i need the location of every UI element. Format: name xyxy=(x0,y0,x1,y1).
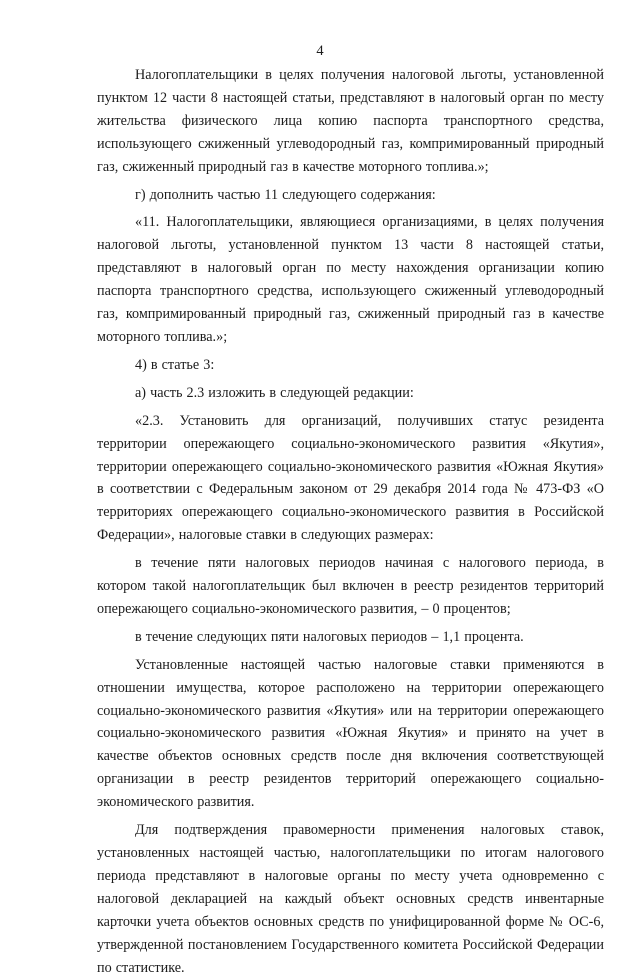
paragraph-article-3: 4) в статье 3: xyxy=(135,356,215,373)
paragraph-part-11-text: «11. Налогоплательщики, являющиеся организациями, в целях получения налоговой льготы, установленной пунктом 13 части 8 настоящей статьи, представляют в налоговый орган по месту нахождения организации копию паспорта транспортного средства, использующего сжиженный углеводородный газ, компримированный природный газ, сжиженный природный газ в качестве моторного топлива.»; xyxy=(97,214,604,345)
paragraph-rates-application: Установленные настоящей частью налоговые ставки применяются в отношении имущества, которое расположено на территории опережающего социально-экономического развития «Якутия» или на территории опережающего социально-экономического развития «Южная Якутия» и принято на учет в качестве объектов основных средств после дня включения соответствующей организации в реестр резидентов территорий опережающего социально-экономического развития. xyxy=(97,656,604,811)
document-body xyxy=(97,64,604,979)
paragraph-part-2-3-edit: а) часть 2.3 изложить в следующей редакции: xyxy=(135,384,414,401)
paragraph-rate-zero: в течение пяти налоговых периодов начиная с налогового периода, в котором такой налогоплательщик был включен в реестр резидентов территорий опережающего социально-экономического развития, – 0 процентов; xyxy=(97,555,604,617)
paragraph-confirmation: Для подтверждения правомерности применения налоговых ставок, установленных настоящей частью, налогоплательщики по итогам налогового периода представляют в налоговые органы по месту учета одновременно с налоговой декларацией на каждый объект основных средств инвентарные карточки учета объектов основных средств по унифицированной форме № ОС-6, утвержденной постановлением Государственного комитета Российской Федерации по статистике. xyxy=(97,822,604,976)
paragraph-add-part-11: г) дополнить частью 11 следующего содержания: xyxy=(135,186,436,203)
paragraph-rate-1-1: в течение следующих пяти налоговых периодов – 1,1 процента. xyxy=(135,628,524,645)
page-number: 4 xyxy=(316,43,324,59)
paragraph-transport-passport-individual: Налогоплательщики в целях получения налоговой льготы, установленной пунктом 12 части 8 настоящей статьи, представляют в налоговый орган по месту жительства физического лица копию паспорта транспортного средства, использующего сжиженный углеводородный газ, компримированный природный газ, сжиженный природный газ в качестве моторного топлива.»; xyxy=(97,67,604,175)
paragraph-part-2-3-text: «2.3. Установить для организаций, получивших статус резидента территории опережающего социально-экономического развития «Якутия», территории опережающего социально-экономического развития «Южная Якутия» в соответствии с Федеральным законом от 29 декабря 2014 года № 473-ФЗ «О территориях опережающего социально-экономического развития в Российской Федерации», налоговые ставки в следующих размерах: xyxy=(97,412,604,544)
